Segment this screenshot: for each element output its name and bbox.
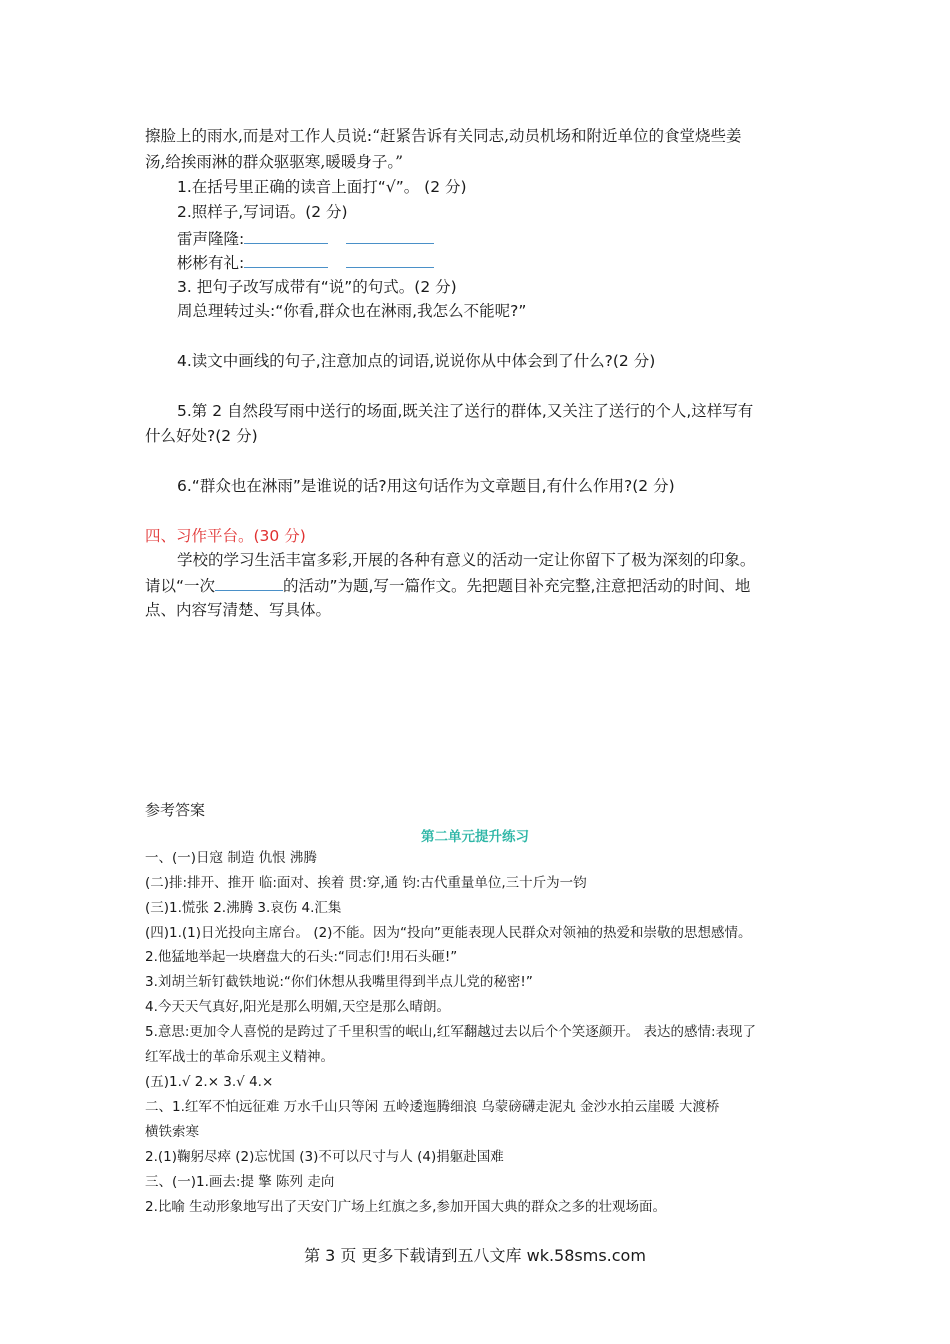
- question-1: 1.在括号里正确的读音上面打“√”。 (2 分): [177, 178, 467, 196]
- answer-blank[interactable]: [346, 227, 434, 244]
- answer-line: 2.比喻 生动形象地写出了天安门广场上红旗之多,参加开国大典的群众之多的壮观场面。: [145, 1199, 666, 1215]
- question-4: 4.读文中画线的句子,注意加点的词语,说说你从中体会到了什么?(2 分): [177, 352, 656, 370]
- answer-line: 2.(1)鞠躬尽瘁 (2)忘忧国 (3)不可以尺寸与人 (4)捐躯赴国难: [145, 1149, 504, 1165]
- title-blank[interactable]: [215, 574, 283, 591]
- answer-line: 三、(一)1.画去:提 擎 陈列 走向: [145, 1174, 335, 1190]
- answer-line: (二)排:排开、推开 临:面对、挨着 贯:穿,通 钧:古代重量单位,三十斤为一钧: [145, 875, 587, 891]
- writing-heading: 四、习作平台。(30 分): [145, 527, 306, 545]
- answer-line: (四)1.(1)日光投向主席台。 (2)不能。因为“投向”更能表现人民群众对领袖的热爱和崇敬的思想感情。: [145, 925, 752, 941]
- answer-line: (五)1.√ 2.× 3.√ 4.×: [145, 1074, 274, 1090]
- writing-prompt-line-2: [145, 574, 750, 597]
- passage-line-1: 擦脸上的雨水,而是对工作人员说:“赶紧告诉有关同志,动员机场和附近单位的食堂烧些姜: [145, 127, 742, 145]
- question-2: 2.照样子,写词语。(2 分): [177, 203, 348, 221]
- question-3-sentence: 周总理转过头:“你看,群众也在淋雨,我怎么不能呢?”: [177, 302, 527, 320]
- answer-line: 4.今天天气真好,阳光是那么明媚,天空是那么晴朗。: [145, 999, 450, 1015]
- question-2-item-2: [177, 251, 434, 274]
- word-label: 雷声隆隆:: [177, 230, 245, 248]
- prompt-text-a: 请以“一次: [145, 577, 216, 595]
- answer-line: 红军战士的革命乐观主义精神。: [145, 1049, 334, 1065]
- answer-blank[interactable]: [244, 227, 328, 244]
- answer-blank[interactable]: [346, 251, 434, 268]
- answer-line: 一、(一)日寇 制造 仇恨 沸腾: [145, 850, 317, 866]
- writing-prompt-line-1: 学校的学习生活丰富多彩,开展的各种有意义的活动一定让你留下了极为深刻的印象。: [177, 551, 756, 569]
- writing-prompt-line-3: 点、内容写清楚、写具体。: [145, 601, 332, 619]
- question-2-item-1: [177, 227, 434, 250]
- passage-line-2: 汤,给挨雨淋的群众驱驱寒,暖暖身子。”: [145, 153, 404, 171]
- question-6: 6.“群众也在淋雨”是谁说的话?用这句话作为文章题目,有什么作用?(2 分): [177, 477, 675, 495]
- question-5-line-1: 5.第 2 自然段写雨中送行的场面,既关注了送行的群体,又关注了送行的个人,这样写有: [177, 402, 754, 420]
- answer-line: 2.他猛地举起一块磨盘大的石头:“同志们!用石头砸!”: [145, 949, 458, 965]
- answer-line: 3.刘胡兰斩钉截铁地说:“你们休想从我嘴里得到半点儿党的秘密!”: [145, 974, 533, 990]
- answers-label: 参考答案: [145, 801, 206, 819]
- question-5-line-2: 什么好处?(2 分): [145, 427, 258, 445]
- answer-blank[interactable]: [244, 251, 328, 268]
- answers-title: 第二单元提升练习: [421, 829, 529, 845]
- answer-line: 横铁索寒: [145, 1124, 199, 1140]
- word-label: 彬彬有礼:: [177, 254, 245, 272]
- prompt-text-b: 的活动”为题,写一篇作文。先把题目补充完整,注意把活动的时间、地: [283, 577, 751, 595]
- answer-line: 5.意思:更加令人喜悦的是跨过了千里积雪的岷山,红军翻越过去以后个个笑逐颜开。 表达的感情:表现了: [145, 1024, 757, 1040]
- answer-line: (三)1.慌张 2.沸腾 3.哀伤 4.汇集: [145, 900, 342, 916]
- answer-line: 二、1.红军不怕远征难 万水千山只等闲 五岭逶迤腾细浪 乌蒙磅礴走泥丸 金沙水拍云崖暖 大渡桥: [145, 1099, 720, 1115]
- question-3: 3. 把句子改写成带有“说”的句式。(2 分): [177, 278, 457, 296]
- page-footer: 第 3 页 更多下载请到五八文库 wk.58sms.com: [304, 1246, 646, 1265]
